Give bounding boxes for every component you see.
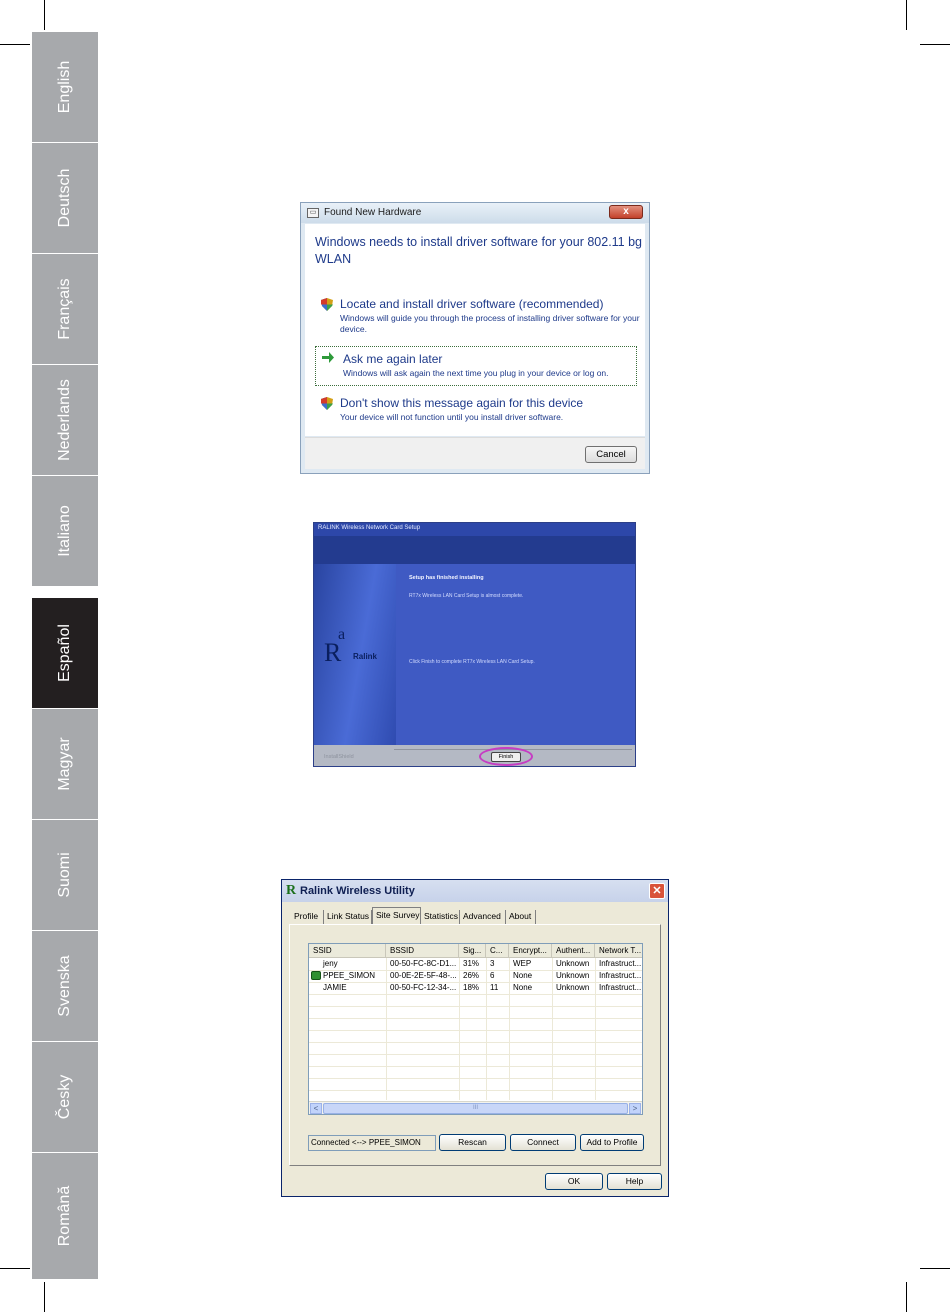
cell-signal[interactable]: 18% bbox=[463, 983, 480, 992]
option-title: Don't show this message again for this device bbox=[340, 396, 584, 410]
grid-line bbox=[309, 1018, 642, 1019]
option-dont-show[interactable] bbox=[315, 395, 637, 431]
option-description: Windows will ask again the next time you plug in your device or log on. bbox=[343, 368, 609, 378]
language-tab-english[interactable] bbox=[32, 32, 98, 143]
cell-signal[interactable]: 26% bbox=[463, 971, 480, 980]
setup-logo-panel bbox=[314, 564, 396, 745]
grid-line bbox=[309, 1006, 642, 1007]
cell-channel[interactable]: 6 bbox=[490, 971, 495, 980]
language-label: English bbox=[56, 60, 73, 114]
cell-authentication[interactable]: Unknown bbox=[556, 971, 590, 980]
language-label: Nederlands bbox=[56, 379, 73, 461]
crop-mark bbox=[920, 1268, 950, 1269]
option-title: Ask me again later bbox=[343, 352, 443, 366]
scroll-left-arrow-icon[interactable]: < bbox=[310, 1103, 322, 1114]
language-tab-cesky[interactable] bbox=[32, 1042, 98, 1153]
language-tab-nederlands[interactable] bbox=[32, 365, 98, 476]
column-header-authentication[interactable]: Authent... bbox=[552, 944, 595, 958]
ralink-setup-window bbox=[313, 522, 636, 767]
setup-finished-text: Setup has finished installing bbox=[409, 575, 484, 581]
setup-button-bar bbox=[314, 745, 635, 766]
language-tab-espanol[interactable] bbox=[32, 598, 98, 709]
language-tab-suomi[interactable] bbox=[32, 820, 98, 931]
cell-encryption[interactable]: WEP bbox=[513, 959, 532, 968]
crop-mark bbox=[44, 0, 45, 30]
connection-status: Connected <--> PPEE_SIMON bbox=[308, 1135, 436, 1151]
cell-channel[interactable]: 3 bbox=[490, 959, 495, 968]
crop-mark bbox=[44, 1282, 45, 1312]
language-tab-svenska[interactable] bbox=[32, 931, 98, 1042]
dialog-title: Found New Hardware bbox=[324, 207, 422, 218]
grid-line bbox=[309, 1054, 642, 1055]
setup-title: RALINK Wireless Network Card Setup bbox=[318, 525, 421, 531]
help-button[interactable]: Help bbox=[607, 1173, 662, 1190]
ralink-logo: Ralink bbox=[353, 652, 378, 661]
setup-click-finish-text: Click Finish to complete RT7x Wireless LAN Card Setup. bbox=[409, 659, 535, 665]
grid-line bbox=[309, 1066, 642, 1067]
grid-line bbox=[309, 994, 642, 995]
language-label: Română bbox=[56, 1185, 73, 1247]
crop-mark bbox=[906, 0, 907, 30]
ralink-wireless-utility-window bbox=[281, 879, 669, 1197]
language-tab-magyar[interactable] bbox=[32, 709, 98, 820]
cell-network-type[interactable]: Infrastruct... bbox=[599, 983, 642, 992]
option-description: Windows will guide you through the process of installing driver software for your device. bbox=[340, 313, 640, 334]
highlight-circle bbox=[479, 747, 533, 766]
tab-profile[interactable]: Profile bbox=[291, 910, 324, 924]
connect-button[interactable]: Connect bbox=[510, 1134, 576, 1151]
green-arrow-icon bbox=[322, 351, 334, 364]
language-label: Italiano bbox=[56, 505, 73, 557]
cell-signal[interactable]: 31% bbox=[463, 959, 480, 968]
dialog-titlebar bbox=[301, 203, 649, 223]
scroll-right-arrow-icon[interactable]: > bbox=[629, 1103, 641, 1114]
network-list[interactable] bbox=[308, 943, 643, 1115]
crop-mark bbox=[920, 44, 950, 45]
tab-site-survey[interactable]: Site Survey bbox=[372, 907, 421, 924]
crop-mark bbox=[0, 1268, 30, 1269]
cell-bssid[interactable]: 00-0E-2E-5F-48-... bbox=[390, 971, 457, 980]
shield-icon bbox=[321, 298, 333, 311]
cell-authentication[interactable]: Unknown bbox=[556, 983, 590, 992]
grid-line bbox=[309, 1078, 642, 1079]
cell-encryption[interactable]: None bbox=[513, 983, 533, 992]
setup-almost-text: RT7x Wireless LAN Card Setup is almost complete. bbox=[409, 593, 524, 599]
tab-statistics[interactable]: Statistics bbox=[421, 910, 460, 924]
column-header-encryption[interactable]: Encrypt... bbox=[509, 944, 552, 958]
grid-line bbox=[309, 1030, 642, 1031]
option-locate-install[interactable] bbox=[315, 296, 640, 340]
cell-ssid[interactable]: JAMIE bbox=[323, 983, 347, 992]
cancel-button[interactable]: Cancel bbox=[585, 446, 637, 463]
language-label: Suomi bbox=[56, 852, 73, 898]
finish-button[interactable]: Finish bbox=[491, 752, 521, 762]
option-description: Your device will not function until you install driver software. bbox=[340, 412, 564, 422]
language-label: Français bbox=[56, 278, 73, 340]
language-tab-romana[interactable] bbox=[32, 1153, 98, 1280]
rescan-button[interactable]: Rescan bbox=[439, 1134, 506, 1151]
horizontal-scrollbar[interactable] bbox=[309, 1101, 642, 1114]
cell-bssid[interactable]: 00-50-FC-12-34-... bbox=[390, 983, 457, 992]
column-header-channel[interactable]: C... bbox=[486, 944, 509, 958]
column-header-bssid[interactable]: BSSID bbox=[386, 944, 459, 958]
option-ask-later[interactable] bbox=[315, 346, 637, 386]
add-to-profile-button[interactable]: Add to Profile bbox=[580, 1134, 644, 1151]
found-new-hardware-dialog bbox=[300, 202, 650, 474]
language-tab-francais[interactable] bbox=[32, 254, 98, 365]
cell-channel[interactable]: 11 bbox=[490, 983, 499, 992]
setup-header-band bbox=[314, 536, 635, 564]
language-label: Česky bbox=[56, 1074, 73, 1120]
close-button[interactable]: x bbox=[609, 205, 643, 219]
ralink-logo-letter: R bbox=[324, 638, 342, 667]
cell-encryption[interactable]: None bbox=[513, 971, 533, 980]
column-header-signal[interactable]: Sig... bbox=[459, 944, 486, 958]
grid-line bbox=[309, 1042, 642, 1043]
language-label: Magyar bbox=[56, 737, 73, 791]
cell-bssid[interactable]: 00-50-FC-8C-D1... bbox=[390, 959, 457, 968]
tab-advanced[interactable]: Advanced bbox=[460, 910, 506, 924]
language-label: Deutsch bbox=[56, 168, 73, 228]
crop-mark bbox=[906, 1282, 907, 1312]
cell-ssid[interactable]: PPEE_SIMON bbox=[323, 971, 376, 980]
cell-network-type[interactable]: Infrastruct... bbox=[599, 971, 642, 980]
site-survey-panel bbox=[289, 924, 661, 1166]
hardware-icon: ▭ bbox=[307, 208, 319, 218]
utility-titlebar bbox=[282, 880, 668, 902]
language-label: Svenska bbox=[56, 955, 73, 1017]
scroll-thumb[interactable]: III bbox=[323, 1103, 628, 1114]
column-header-ssid[interactable]: SSID bbox=[309, 944, 386, 958]
installshield-label: InstallShield bbox=[324, 754, 354, 760]
language-label: Español bbox=[56, 624, 73, 682]
ok-button[interactable]: OK bbox=[545, 1173, 603, 1190]
close-button[interactable]: ✕ bbox=[649, 883, 665, 899]
grid-line bbox=[309, 1090, 642, 1091]
utility-title: Ralink Wireless Utility bbox=[300, 885, 415, 897]
ralink-icon: R bbox=[286, 883, 297, 898]
dialog-content bbox=[305, 224, 645, 436]
crop-mark bbox=[0, 44, 30, 45]
ralink-logo-letter: a bbox=[338, 626, 346, 643]
tab-about[interactable]: About bbox=[506, 910, 536, 924]
cell-ssid[interactable]: jeny bbox=[323, 959, 338, 968]
cell-network-type[interactable]: Infrastruct... bbox=[599, 959, 642, 968]
dialog-heading: Windows needs to install driver software for your 802.11 bg WLAN bbox=[315, 235, 643, 266]
dialog-footer bbox=[305, 437, 645, 469]
column-header-network-type[interactable]: Network T... bbox=[595, 944, 643, 958]
option-title: Locate and install driver software (recommended) bbox=[340, 297, 604, 311]
cell-authentication[interactable]: Unknown bbox=[556, 959, 590, 968]
tab-link-status[interactable]: Link Status bbox=[324, 910, 372, 924]
language-tabs bbox=[32, 32, 98, 1280]
setup-titlebar bbox=[314, 523, 635, 536]
language-tab-italiano[interactable] bbox=[32, 476, 98, 587]
setup-message-panel bbox=[396, 564, 635, 745]
language-tab-deutsch[interactable] bbox=[32, 143, 98, 254]
shield-icon bbox=[321, 397, 333, 410]
